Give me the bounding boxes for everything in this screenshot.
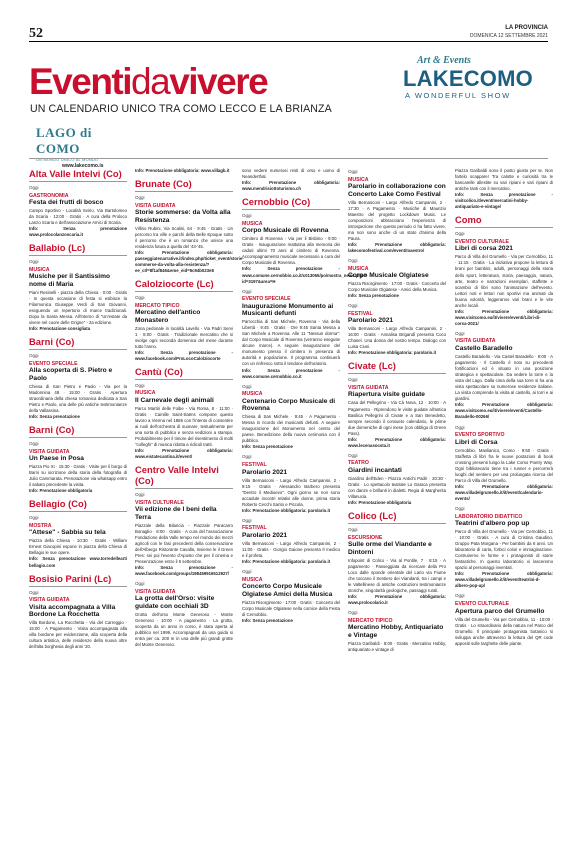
event-item [135,194,244,274]
event-description: Piazzale della Bilancia - Piazzale Paracarro Bonaglio · 8:00 · Gratis · A cura del l'associazione Fondazione della Valle tempo nel mondo dei mezzi agricoli con le fasi precedenti della conservazione dell'Albergo Ristorante Cavalla, Insieme le il Green Pres: sei poi l'evento d'Aposto che per il cinema e Presenzazione entro il 5 settembre. [135,522,233,565]
event-title: Storie sommerse: da Volta alla Resistenza [135,209,231,224]
event-info: Info: Senza prenotazione - www.facebook.com/ProLocoCalolziocorte [135,349,233,361]
location-heading: Calolziocorte (Lc) [135,278,233,292]
event-date: Oggi [29,259,39,265]
event-item [348,302,446,356]
event-description: Cimitero di Rovenna - Via per il Bisbino · 9:00 · Gratis · Inaugurazione mattutina alla memoria dei caduti ultimi 70 anni al cimitero di Rovenna. Accompagnamento musicale necessario a cura del Corpo Musicale di Rovenna. [242,236,340,266]
title-part-1: Eventi [29,61,132,102]
event-info: Info: Prenotazione obbligatoria: parolario.it [348,350,437,356]
event-info: Info: Prenotazione obbligatoria: passeggiatenarrative.it/index.php/ticket_event/storie-sommerse-da-volta-alla-resistenza/?ee_ctl=8f1af846&eme_eid=5c94b023e8 [135,249,244,273]
event-category: MOSTRA [29,522,52,529]
event-title: Concerto Corpo Musicale Olgiatese Amici della Musica [242,583,333,598]
event-info: Info: Prenotazione obbligatoria: www.prolocolario.it [348,593,446,606]
event-item [455,168,553,210]
title-part-3: vivere [169,61,268,102]
event-description: Giardino dell'Eden - Piazza Antichi Padri · 20:30 · Gratis · Lo spettacolo teatrale Lo Gatoca presenta con danze e brillanti in dialetti. Regia di Margherita Villanucia. [348,475,446,500]
event-category: MUSICA [348,176,369,183]
event-info: Info: Prenotazione consigliata [29,326,91,332]
event-description: Casa del Pellegrino - Via Cà Nova, 12 · 10:00 · A Pagamento · Riprendono le visite guidate all'antica Basilica Pellegrini di Civate e a San Benedetto, sempre secondo il consueto calendario, le prime due domeniche di ogni mese (con obbligo di Green Pass). [348,400,446,436]
event-info: Info: Prenotazione obbligatoria: www.mendrisiottoturismo.ch [242,180,340,192]
event-date: Oggi [348,303,358,309]
event-info: Info: Prenotazione obbligatoria: www.visitcomo.eu/it/vivere/eventi/Castello-Baradello-00266/ [455,402,553,420]
event-title: Apertura parco del Grumello [455,607,545,615]
event-description: Chiesa di San Pietro e Paolo - Via per la Madonnina 48 · 15:00 · Gratis · Apertura straordinaria della chiesa romanica dedicata a San Pietro e Paolo, una delle più antiche testimonianze della Vallassina. [29,383,127,413]
event-category: MERCATO TIPICO [135,302,180,309]
column-1 [29,168,127,844]
event-info: Info: Senza prenotazione - www.comune.cernobbio.co.it/c013065/po/mostra_news.php?id=3197&area=H [242,266,367,284]
event-description: Infopoint di Colico - Via al Pontile, 7 · 8:15 · A pagamento · Passeggiata da ricercare della Pro Loco dalle sponde orientale del Lario via Fiume che toccano il Sentiero dei Viandanti, tra i campi e le Valtellinese di antiche costruzioni testimonianze storiche, singolarità geologiche, passaggi rurali. [348,557,446,593]
event-description: Campo Sportivo - Località Svirio, Via Bartolomeo da Scaria · 12:00 · Gratis · A cura della Proloco Lanzo Scaria e dell'associazione Amici di Scaria. [29,208,127,226]
event-description: sono vedere numerosi resti di orso e uomo di Neanderthal. [242,168,340,180]
event-item [29,352,127,420]
event-item [348,526,446,606]
page-title [29,62,267,102]
event-date: Oggi [135,581,145,587]
event-category: MERCATO TIPICO [348,617,393,624]
event-description: Cernobbio, Maslianico, Como · 9:50 · Gratis · Staffetta di libri fra le nuove postazioni di book crossing presenti lungo la Lake Como Poetry Way. Ogni bibliotecario tiene tra i runner e percorrerà luoghi del sentiero per una prolungata ricerca del Parco di Villa del Grumello. [455,447,553,483]
event-date: Oggi [348,169,358,174]
event-item [242,383,340,451]
event-info: Info: Senza prenotazione www.prolocolanzoscaria.it [29,226,127,238]
event-info: Info: Prenotazione obbligatoria [29,488,93,494]
event-title: Teatrini d'albero pop up [455,520,530,528]
event-date: Oggi [455,505,465,511]
event-description: Villino Rubini, Via Scalini, 64 · 9:45 · Gratis · Un percorso tra ville e parchi della Belle Epoque sotto il percorso che è un romanzo che unisce una residenza futura a quella del '43-'45. [135,225,233,249]
event-category: EVENTO SPECIALE [242,296,291,303]
sponsor-logo: LAKECOMO [403,66,533,91]
event-category: FESTIVAL [242,462,267,468]
event-info: Info: Prenotazione obbligatoria: parolario.it [242,507,331,513]
event-description: Villa Bernasconi - Largo Alfredo Campanini, 2 · 9:15 · Gratis · Alessandro Barbero presenta "Dentro il Medioevo". Ogni giorno se non sono accadute incontri relativi alle donne, prima storia Roberto Cecchi Santo e Piccola. [242,477,340,507]
event-title: Visita accompagnata a Villa Bordone La Rocchetta [29,603,116,619]
event-date: Oggi [135,492,145,498]
event-item [348,376,446,448]
event-item [29,440,127,494]
event-title: La grotta dell'Orso: visite guidate con occhiali 3D [135,595,215,610]
location-heading: Bosisio Parini (Lc) [29,573,127,587]
location-heading: Centro Valle Intelvi (Co) [135,464,233,489]
event-item [242,568,340,624]
event-category: VISITA GUIDATA [135,588,176,595]
location-heading: Ballabio (Lc) [29,242,127,256]
event-date: Oggi [455,593,465,599]
event-description: Villa Bordone, La Rocchetta - Via del Carreggio · 15:00 · A Pagamento · Visita accompagnata alla villa bordone per evidenziarne, alla scoperta della cultura artistica, delle residenze della nuova oltre dell'alta borghesia degli anni '20. [29,620,127,650]
event-info: Info: Senza prenotazione - www.facebook.com/groups/198459916512927/ [135,565,233,577]
location-heading: Colico (Lc) [348,510,446,524]
event-item [29,258,127,332]
event-description: Chiesa di San Michele · 9:45 · A Pagamento · Messa in ricordo dei musicanti defunti. A seguire inaugurazione del Monumento nel centro del paese. Benedizione della nuova cerimonia con il pubblico. [242,414,340,444]
event-item [348,609,446,653]
event-date: Oggi [242,569,252,575]
event-item [455,230,553,327]
event-title: "Attese" - Sabbia su tela [29,529,106,537]
event-title: Un Paese in Posa [29,455,84,463]
page-subtitle: UN CALENDARIO UNICO TRA COMO LECCO E LA BRIANZA [30,103,332,115]
event-category: TEATRO [348,460,369,467]
event-item [455,424,553,502]
event-title: Mercatino Hobby, Antiquariato e Vintage [348,624,444,639]
event-description: Villa del Grumello - Via per Cernobbio, 11 · 10:00 · Gratis · Lo straordinario della natura nel Parco del Grumello. Il principale protagonista botanico si sviluppa anche attraverso la lettura del QR code appositi sulle targhette delle piante. [455,616,553,646]
event-title: Corpo Musicale di Rovenna [242,227,329,235]
title-part-2: da [131,61,170,102]
event-item [242,168,340,192]
event-category: MUSICA [242,220,263,227]
event-category: MUSICA [348,265,369,272]
event-date: Oggi [242,288,252,294]
event-date: Oggi [455,231,465,237]
location-heading: Barni (Co) [29,424,127,438]
logo-name: LAGO di COMO [36,125,92,156]
event-description: Piazza Pio XI · 15:30 · Gratis · Visite per il borgo di Barni su iscrizione della storia della fotografia di Julio Cammarata. Prenotazione via whatsapp entro il sabato precedente la visita. [29,464,127,488]
event-title: Riapertura visite guidate [348,391,425,399]
event-title: Libri di Corsa [455,438,498,446]
location-heading: Cantù (Co) [135,366,233,380]
event-title: Parolario in collaborazione con Concerto Lake Como Festival [348,183,446,198]
event-category: VISITA GUIDATA [348,384,389,391]
event-info: Info: Senza prenotazione - visitcolico.it/event/mercatini-hobby-antiquariato-e-vintage/ [455,192,553,210]
event-title: Festa dei frutti di bosco [29,199,104,207]
event-date: Oggi [455,330,465,336]
lago-di-como-logo [36,125,126,169]
event-item [348,168,446,254]
event-title: Castello Baradello [455,344,513,352]
event-date: Oggi [29,589,39,595]
event-info: Info: Prenotazione obbligatoria: www.villadelgrumello.it/it/event/teatrini-d-albero-pop-up/ [455,571,553,589]
event-date: Oggi [348,452,358,458]
event-item [242,453,340,513]
page-number: 52 [29,26,43,41]
event-info: Info: Senza prenotazione www.torredellearti bellagio.com [29,556,127,568]
event-category: VISITA GUIDATA [135,202,176,209]
event-description: Villa Bernasconi - Largo Alfredo Campanini, 2 · 17:30 · A Pagamento · Musiche di Maurizio Maestro del progetto Lockdown Music. Le composizioni abbracciano l'esperienza di introspezione che questo periodo ci ha fatto vivere, ma non sono anche di un stato d'animo della Paura. [348,199,446,241]
event-title: Libri di corsa 2021 [455,245,513,253]
location-heading: Alta Valle Intelvi (Co) [29,168,127,182]
event-title: Mercatino dell'antico Monastero [135,309,201,324]
event-description: Villa Bernasconi - Largo Alfredo Campanini, 2 · 11:00 · Gratis · Giorgio Gaione presenta Il medico e il profeta. [242,540,340,558]
event-item [348,452,446,506]
event-date: Oggi [29,185,39,190]
event-item [455,592,553,646]
event-info: Info: Prenotazione obbligatoria: www.lecenasocsta.it [348,436,446,448]
event-item [135,491,233,577]
location-heading: Como [455,214,553,228]
location-heading: Bellagio (Co) [29,498,127,512]
event-info: Info: Senza prenotazione [242,617,293,623]
event-item [29,514,127,568]
event-category: LABORATORIO DIDATTICO [455,513,523,520]
header-separator [29,158,548,159]
event-category: FESTIVAL [348,310,373,317]
event-description: Piazza Garibaldi sono il posto giusto per te. Non fartelo scappare! Tra calotte e curiosità tra le bancarelle allestite su vari ripiani e vari ripiani di antiche tanti con il mercatino. [455,168,553,192]
event-category: MUSICA [29,266,50,273]
event-info: Info: Prenotazione obbligatoria: www.villadelgrumello.it/it/event/calendario-events/ [455,483,553,501]
event-title: Musiche per il Santissimo nome di Maria [29,273,110,288]
logo-tagline: UN MONDO UNICO AL MONDO [36,158,99,162]
event-item [348,257,446,299]
event-date: Oggi [135,195,145,201]
event-item [135,382,233,460]
event-category: EVENTO SPORTIVO [455,432,505,439]
sponsor-line: Art & Events [417,55,471,66]
event-item [242,212,367,284]
event-info: Info: Prenotazione obbligatoria: www.villagb.it [135,168,230,173]
event-description: Villa Bernasconi - Largo Alfredo Campanini, 2 · 16:00 · Gratis · Annalisa Brigandì presenta Coco Chanel. Una donna del nostro tempo. Dialogo con Luisa Ciuni. [348,326,446,350]
location-heading: Barni (Co) [29,336,127,350]
event-title: Vii edizione de I beni della Terra [135,506,217,521]
event-item [29,184,127,238]
newspaper-name: LA PROVINCIA [505,25,548,31]
event-item [135,168,233,174]
event-date: Oggi [29,440,39,446]
event-item [242,517,340,565]
event-title: Parolario 2021 [242,531,288,539]
event-date: Oggi [135,294,145,300]
event-date: Oggi [348,257,358,263]
event-title: Inaugurazione Monumento ai Musicanti defunti [242,302,334,318]
event-description: Parco Martiri delle Foibe - Via Roma, 8 · 11:00 · Gratis · Camille Saint-Saëns compone questo lavoro a Vienna nel 1886 con l'intento di consentire ai ruoli dell'orchestra di suonare, testualmente per una sorta di pubblico e senza vedizioni a stampa. Probabilmente per il timore del risentimento di molti "colleghi" di musica ridotta a ridicoli tratti. [135,405,233,448]
event-category: MUSICA [242,391,263,398]
column-2 [135,168,244,844]
event-date: Oggi [242,517,252,523]
event-info: Info: Prenotazione obbligatoria [348,500,412,506]
event-date: Oggi [135,382,145,388]
location-heading: Brunate (Co) [135,178,233,192]
event-category: VISITA CULTURALE [135,499,184,506]
top-rule [29,41,548,42]
event-item [135,294,233,362]
logo-url: www.lakecomo.is [62,163,104,169]
event-description: Parco di Villa del Grumello - Via per Cernobbio, 11 · 10:00 · Gratis · A cura di Cristina Gaudino, Gruppo Pata Morgana - Per bambini da 6 anni. Un laboratorio di carta, forbici colori e immaginazione. Costruiremo le forme e i protagonisti di storie fantastiche. In questo laboratorio vi lasceremo spazio al personaggi inventati. [455,529,553,571]
event-title: Corpo Musicale Olgiatese [348,272,429,280]
column-5 [455,168,553,844]
event-info: Info: Senza prenotazione [348,293,399,299]
event-info: Info: Senza prenotazione - www.comune.cernobbio.co.it [242,367,340,379]
event-category: EVENTO CULTURALE [455,238,509,245]
event-category: MUSICA [135,390,156,397]
event-title: Il Carnevale degli animali [135,396,214,404]
event-title: Alla scoperta di S. Pietro e Paolo [29,367,113,382]
event-category: EVENTO SPECIALE [29,360,78,367]
event-category: VISITA GUIDATA [29,597,70,604]
event-item [455,330,553,421]
event-category: MUSICA [242,576,263,583]
event-description: Parrocchia di San Michele, Rovenna - Via della Libertà · 9:45 · Gratis · Ore 9:45 Santa Messa a San Michele a Rovenna. Alle 11 "Nessun dorma": dal Corpo Musicale di Rovenna (verranno esegutie alcune marce). A seguire inaugurazione del monumento presso il cimitero in presenza di autorità e popolazione. Il programma continuerà con un rinfresco sotto il tendone dell'oratorio. [242,319,340,367]
event-description: Grotta dell'orso Monte Generoso - Monte Generoso · 10:00 · A pagamento · La grotta, scoperta da un anno in corso, è stata aperta al pubblico nel 1999. Accompagnati da una guida si entra per ca. 200 m in una delle più grandi grotte del Monte Generoso. [135,611,233,648]
event-date: Oggi [29,515,39,521]
event-date: Oggi [455,424,465,430]
event-info: Info: Prenotazione obbligatoria: lakecomofestival.com/event/maestro/ [348,241,446,253]
event-info: Info: Prenotazione obbligatoria: www.visitcomo.eu/it/vivere/eventi/Libri-di-corsa-2021/ [455,308,553,326]
event-description: Piazza Risorgimento · 17:00 · Gratis · Concerto del Corpo Musicale Olgiatese nella cornice della Festa di Cernobbio. [242,599,340,617]
event-description: Piani Resinelli - piazza della Chiesa · 0:00 · Gratis · In questa occasione di festa si esibisce la Filarmonica Giuseppe Verdi di San Giovanni, eseguendo un repertorio di marce tradizionali. Dopo la Santa Messa. All'interno di "Un'estate da vivere nel cuore delle Grigne" - 2a edizione. [29,289,127,326]
event-category: EVENTO CULTURALE [455,601,509,608]
event-description: Castello Baradello - Via Castel Baradello · 9:00 · A pagamento · Il Castello è noto su precedenti fortificazioni ed è situato in una posizione strategica e spettacolare. Da vedere la torre e la vista del Lago. Dalla cima della sua torre si ha una vista spettacolare su numerose residenze italiane. La visita comprende la visita al castello, ai torri e ai giardini. [455,353,553,402]
event-description: Piazza Risorgimento · 17:00 · Gratis · Concerto del Corpo Musicale Olgiatese - Amici della Musica. [348,281,446,293]
event-item [135,580,233,648]
event-info: Info: Senza prenotazione [242,444,293,450]
event-info: Info: Prenotazione obbligatoria: parolario.it [242,558,331,564]
event-description: Zona pedonale in località Lavello - Via Padri Servi 1 · 8:00 · Gratis · Tradizionale mercatino che si svolge ogni seconda domenica del mese durante tutto l'anno. [135,325,233,349]
event-category: ESCURSIONE [348,534,383,541]
event-title: Centenario Corpo Musicale di Rovenna [242,397,336,413]
event-title: Sulle orme del Viandante e Dintorni [348,541,432,556]
column-4 [348,168,446,844]
event-date: Oggi [348,610,358,616]
event-date: Oggi [29,353,39,359]
issue-date: DOMENICA 12 SETTEMBRE 2021 [469,33,548,39]
event-category: GASTRONOMIA [29,192,69,199]
event-category: VISITA GUIDATA [29,448,70,455]
event-item [242,288,340,380]
event-category: FESTIVAL [242,525,267,532]
sponsor-tagline: A WONDERFUL SHOW [405,91,511,100]
event-category: VISITA GUIDATA [455,338,496,345]
event-title: Parolario 2021 [242,468,288,476]
event-description: Piazza della Chiesa · 10:30 · Gratis · William Ernest Giacopini espone in piazza della Chiesa di Bellagio le sue opere. [29,538,127,556]
event-title: Parolario 2021 [348,317,394,325]
location-heading: Cernobbio (Co) [242,196,340,210]
event-item [29,589,127,651]
event-item [455,505,553,590]
event-date: Oggi [348,377,358,383]
location-heading: Civate (Lc) [348,360,446,374]
event-description: Piazza Garibaldi · 8:00 · Gratis · Mercatino Hobby, antiquariato e vintage di [348,640,446,652]
event-date: Oggi [242,383,252,389]
event-date: Oggi [348,527,358,533]
event-info: Info: Senza prenotazione [29,413,80,419]
event-description: Parco di Villa del Grumello - Via per Cernobbio, 11 · 11:15 · Gratis · La iniziativa propone la lettura di brani per bambini, adulti, personaggi della storia dello sport, letteratura, storia, paesaggio, natura, arte, teatro e narrazioni esemplari, staffette e scambio di libri sono l'animazione dell'evento. Lettori noti e lettori non sportivi ma animati da buona volontà, leggeranno vari brani e le vite anche locali. [455,254,553,308]
event-date: Oggi [242,213,252,219]
event-info: Info: Prenotazione obbligatoria: www.eistatecantina.it/event/ [135,448,233,460]
event-date: Oggi [242,454,252,460]
event-title: Giardini incantati [348,466,402,474]
